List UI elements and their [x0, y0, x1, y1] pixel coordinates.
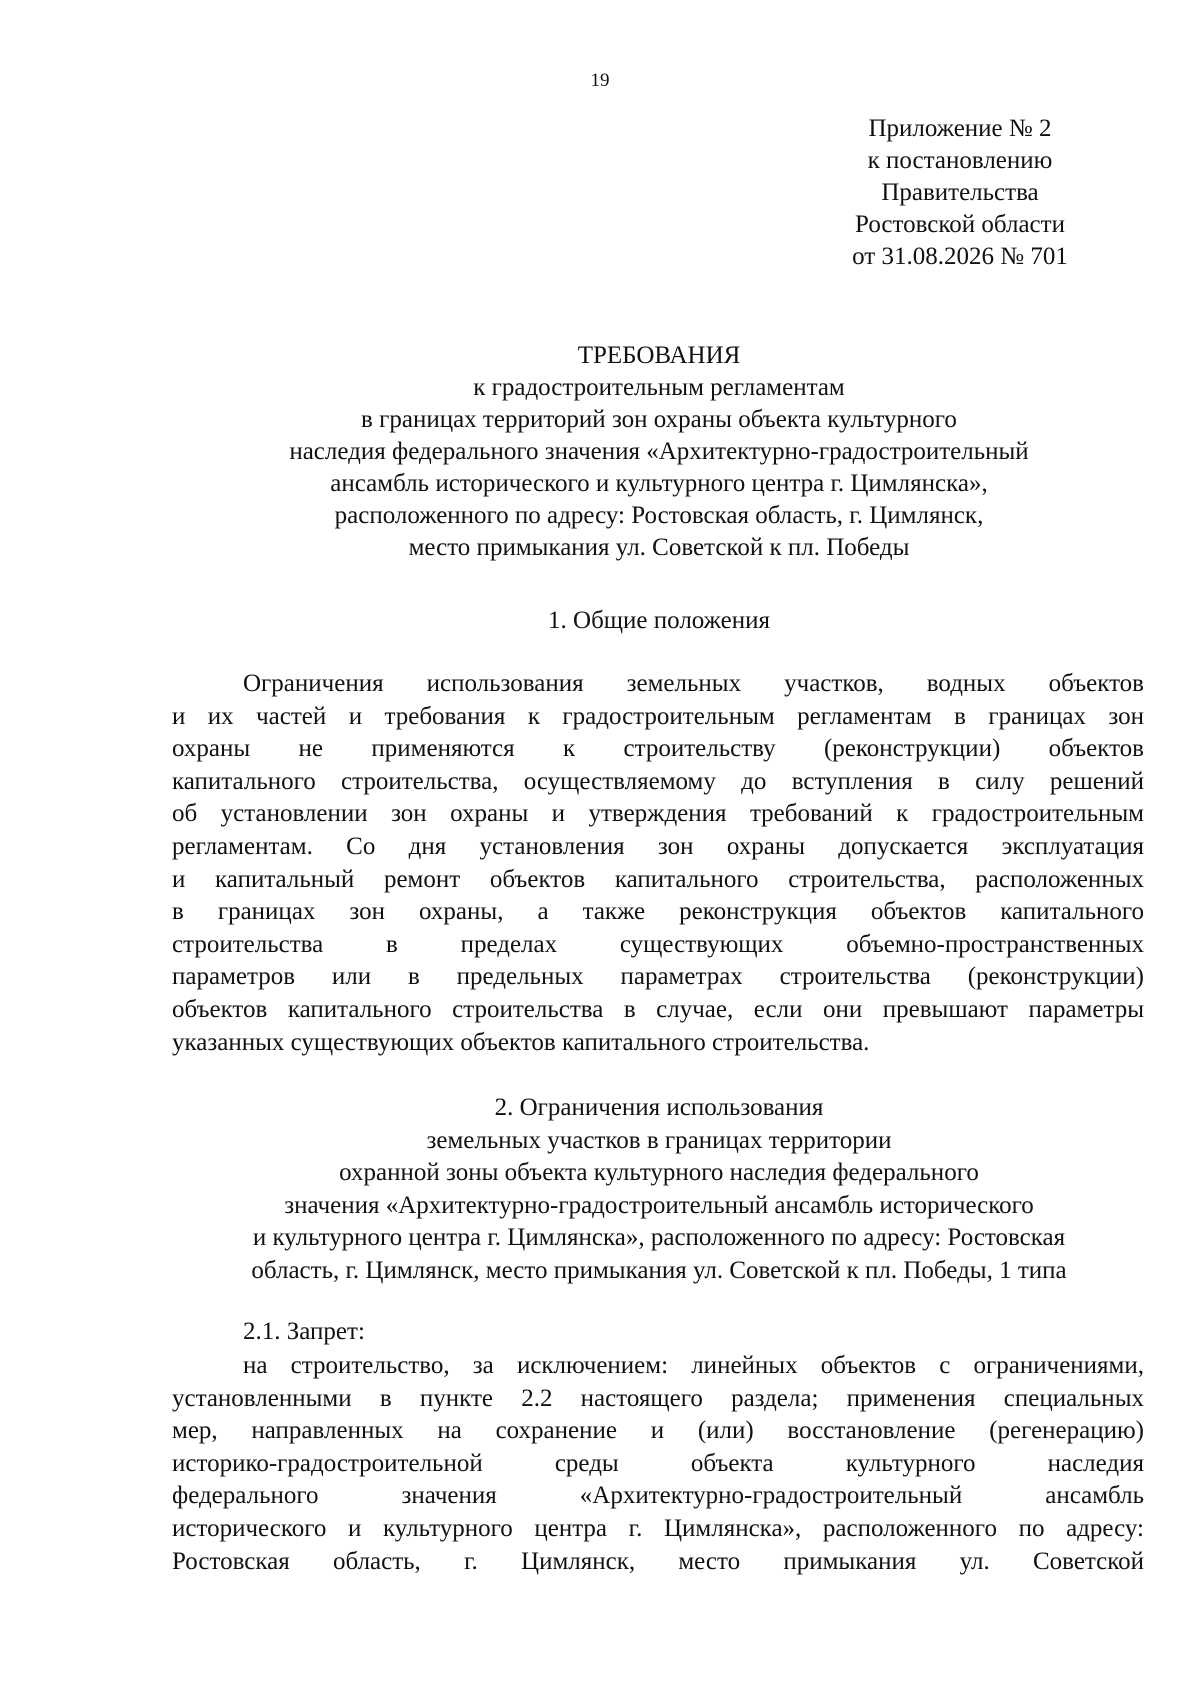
section2-paragraph	[172, 1350, 1144, 1578]
appendix-line: Приложение № 2	[868, 115, 1052, 142]
appendix-reference	[820, 113, 1100, 273]
title-heading: ТРЕБОВАНИЯ	[577, 342, 741, 369]
title-line: наследия федерального значения «Архитектурно-градостроительный	[289, 438, 1029, 465]
paragraph-line: историко-градостроительной среды объекта культурного наследия	[172, 1449, 1144, 1477]
section2-heading-line: область, г. Цимлянск, место примыкания ул. Советской к пл. Победы, 1 типа	[251, 1256, 1067, 1284]
title-line: в границах территорий зон охраны объекта культурного	[361, 406, 957, 433]
paragraph-line: федерального значения «Архитектурно-градостроительный ансамбль	[172, 1482, 1144, 1510]
document-title	[0, 340, 1200, 564]
paragraph-line: об установлении зон охраны и утверждения требований к градостроительным	[172, 800, 1144, 828]
title-line: ансамбль исторического и культурного центра г. Цимлянска»,	[330, 470, 988, 497]
title-line: место примыкания ул. Советской к пл. Победы	[408, 534, 910, 561]
title-line: расположенного по адресу: Ростовская область, г. Цимлянск,	[334, 502, 984, 529]
paragraph-line: параметров или в предельных параметрах строительства (реконструкции)	[172, 963, 1144, 991]
paragraph-line: и их частей и требования к градостроительным регламентам в границах зон	[172, 702, 1144, 730]
section2-heading-line: 2. Ограничения использования	[494, 1094, 824, 1121]
section1-paragraph	[172, 668, 1144, 1059]
section2-heading-line: земельных участков в границах территории	[426, 1126, 892, 1154]
appendix-line: к постановлению	[867, 147, 1053, 174]
paragraph-line: охраны не применяются к строительству (реконструкции) объектов	[172, 735, 1144, 763]
paragraph-line: указанных существующих объектов капитального строительства.	[172, 1028, 870, 1056]
paragraph-line: объектов капитального строительства в случае, если они превышают параметры	[172, 995, 1144, 1023]
paragraph-line: Ростовская область, г. Цимлянск, место примыкания ул. Советской	[172, 1547, 1144, 1575]
paragraph-line: исторического и культурного центра г. Цимлянска», расположенного по адресу:	[172, 1514, 1144, 1542]
paragraph-line: Ограничения использования земельных участков, водных объектов	[243, 670, 1144, 697]
paragraph-line: установленными в пункте 2.2 настоящего раздела; применения специальных	[172, 1384, 1144, 1412]
section1-heading: 1. Общие положения	[548, 607, 770, 634]
paragraph-line: и капитальный ремонт объектов капитального строительства, расположенных	[172, 865, 1144, 893]
section2-heading-line: значения «Архитектурно-градостроительный ансамбль исторического	[284, 1191, 1034, 1219]
paragraph-line: мер, направленных на сохранение и (или) восстановление (регенерацию)	[172, 1417, 1144, 1445]
appendix-line: Ростовской области	[855, 211, 1065, 238]
paragraph-line: капитального строительства, осуществляемому до вступления в силу решений	[172, 767, 1144, 795]
appendix-line: от 31.08.2026 № 701	[852, 243, 1068, 270]
paragraph-line: в границах зон охраны, а также реконструкция объектов капитального	[172, 898, 1144, 926]
page-number: 19	[590, 70, 610, 91]
appendix-line: Правительства	[881, 179, 1039, 206]
paragraph-line: на строительство, за исключением: линейных объектов с ограничениями,	[243, 1352, 1144, 1379]
section2-heading	[0, 1092, 1200, 1288]
section2-heading-line: охранной зоны объекта культурного наследия федерального	[339, 1159, 979, 1187]
section2-heading-line: и культурного центра г. Цимлянска», расположенного по адресу: Ростовская	[252, 1224, 1066, 1252]
paragraph-line: регламентам. Со дня установления зон охраны допускается эксплуатация	[172, 832, 1144, 860]
title-line: к градостроительным регламентам	[473, 374, 845, 401]
item-label: 2.1. Запрет:	[243, 1318, 365, 1345]
paragraph-line: строительства в пределах существующих объемно-пространственных	[172, 930, 1144, 958]
